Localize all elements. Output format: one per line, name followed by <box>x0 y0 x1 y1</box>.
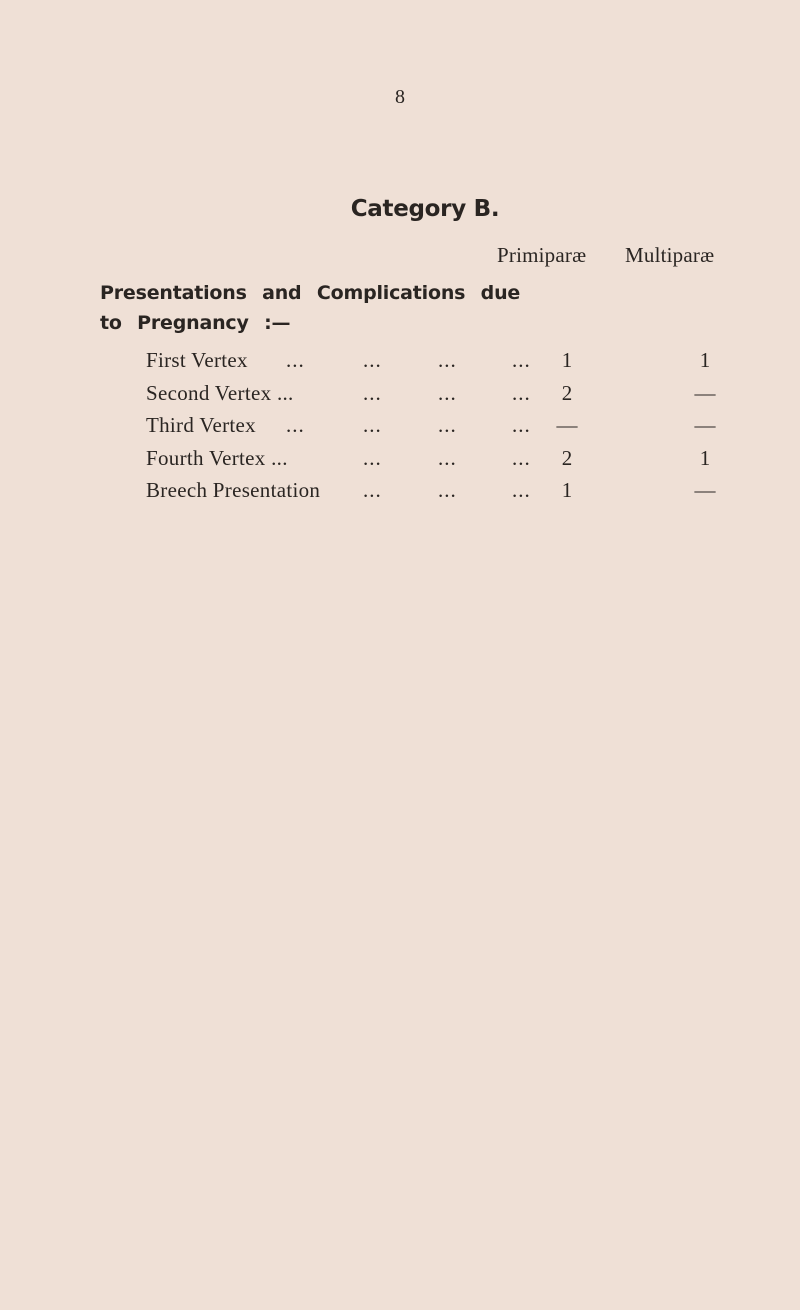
dot-leader: ... <box>363 380 382 405</box>
primiparae-value: 1 <box>561 348 573 372</box>
dot-leader: ... <box>438 445 457 470</box>
primiparae-value: 1 <box>561 478 573 502</box>
dot-leader: ... <box>438 413 457 437</box>
row-label: Second Vertex ... <box>146 380 294 405</box>
table-row <box>0 442 800 475</box>
multiparae-value: — <box>694 413 716 437</box>
table-row <box>0 474 800 507</box>
row-label: Third Vertex <box>146 413 256 437</box>
primiparae-value: — <box>556 413 578 437</box>
primiparae-value: 2 <box>561 380 573 405</box>
primiparae-value: 2 <box>561 445 573 470</box>
dot-leader: ... <box>363 445 382 470</box>
dot-leader: ... <box>363 348 382 372</box>
dot-leader: ... <box>363 478 382 502</box>
dot-leader: ... <box>512 445 531 470</box>
section-heading: Presentations and Complications due to Pregnancy :— <box>100 282 521 334</box>
table-row <box>0 344 800 377</box>
multiparae-value: — <box>694 478 716 502</box>
row-label: Fourth Vertex ... <box>146 445 288 470</box>
column-header-multiparae: Multiparæ <box>625 243 715 267</box>
category-title: Category B. <box>350 196 500 222</box>
dot-leader: ... <box>512 413 531 437</box>
multiparae-value: — <box>694 380 716 405</box>
dot-leader: ... <box>286 348 305 372</box>
column-header-primiparae: Primiparæ <box>497 243 587 267</box>
multiparae-value: 1 <box>699 445 711 470</box>
dot-leader: ... <box>438 380 457 405</box>
row-label: First Vertex <box>146 348 248 372</box>
row-label: Breech Presentation <box>146 478 321 502</box>
multiparae-value: 1 <box>699 348 711 372</box>
table-row <box>0 409 800 442</box>
presentations-table <box>0 344 800 507</box>
dot-leader: ... <box>286 413 305 437</box>
dot-leader: ... <box>512 478 531 502</box>
dot-leader: ... <box>438 348 457 372</box>
dot-leader: ... <box>438 478 457 502</box>
table-row <box>0 377 800 410</box>
dot-leader: ... <box>512 380 531 405</box>
page-number: 8 <box>395 86 405 108</box>
dot-leader: ... <box>363 413 382 437</box>
dot-leader: ... <box>512 348 531 372</box>
